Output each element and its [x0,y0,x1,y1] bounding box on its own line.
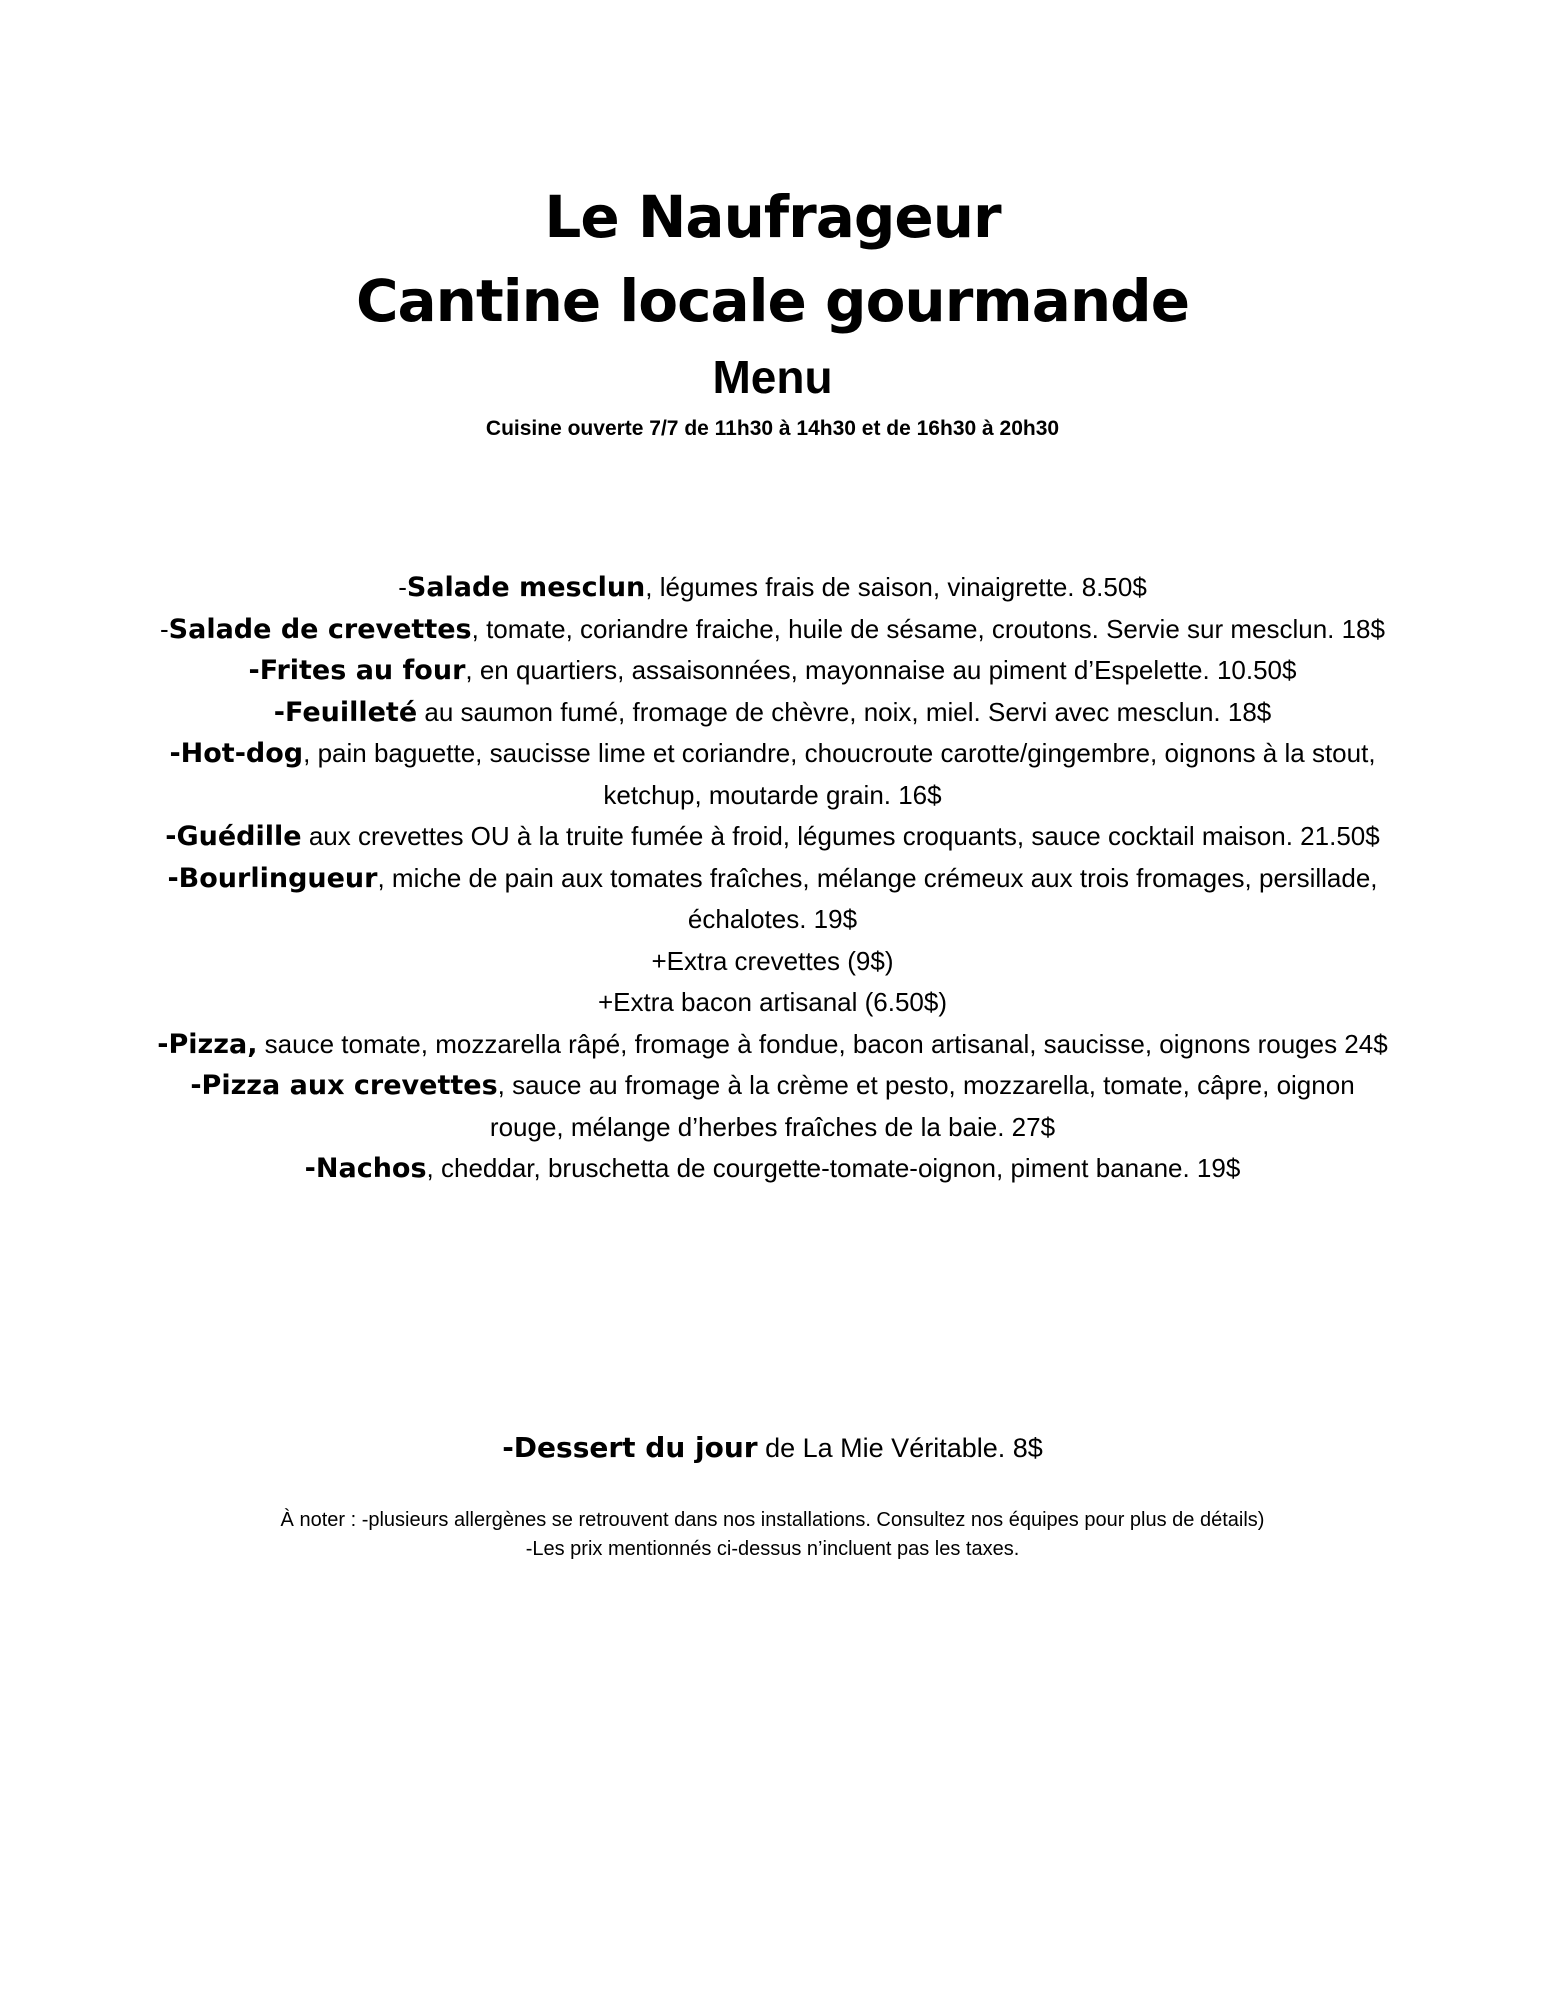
restaurant-tagline: Cantine locale gourmande [355,267,1190,335]
menu-item [150,692,1395,734]
dessert-item [150,1428,1395,1468]
dessert-description: de La Mie Véritable. 8$ [757,1433,1043,1463]
item-name: -Guédille [165,821,302,852]
tax-note: -Les prix mentionnés ci-dessus n’incluent pas les taxes. [525,1538,1020,1560]
menu-extra [150,982,1395,1024]
restaurant-name: Le Naufrageur [544,183,1001,251]
item-name: -Pizza aux crevettes [190,1070,498,1101]
menu-items [150,567,1395,1190]
menu-item [150,609,1395,651]
item-description: sauce tomate, mozzarella râpé, fromage à fondue, bacon artisanal, saucisse, oignons rouges 24$ [257,1028,1388,1059]
item-description: aux crevettes OU à la truite fumée à froid, légumes croquants, sauce cocktail maison. 21.50$ [301,821,1380,851]
item-name: -Nachos [304,1153,427,1184]
item-prefix: - [398,572,407,602]
allergen-note: À noter : -plusieurs allergènes se retrouvent dans nos installations. Consultez nos équipes pour plus de détails) [280,1509,1265,1531]
item-description: , cheddar, bruschetta de courgette-tomate-oignon, piment banane. 19$ [426,1153,1241,1183]
menu-heading: Menu [712,351,833,403]
item-description: +Extra crevettes (9$) [651,945,894,976]
menu-extra [150,941,1395,983]
item-name: -Frites au four [248,655,466,686]
menu-header [0,175,1545,445]
opening-hours: Cuisine ouverte 7/7 de 11h30 à 14h30 et de 16h30 à 20h30 [485,417,1060,440]
menu-item [150,733,1395,816]
menu-notes [150,1506,1395,1564]
menu-item [150,1065,1395,1148]
item-description: , en quartiers, assaisonnées, mayonnaise au piment d’Espelette. 10.50$ [465,655,1297,685]
menu-item [150,1148,1395,1190]
item-description: +Extra bacon artisanal (6.50$) [597,987,948,1017]
item-name: -Hot-dog [169,738,304,769]
item-name: -Feuilleté [273,696,418,728]
item-description: , tomate, coriandre fraiche, huile de sésame, croutons. Servie sur mesclun. 18$ [471,613,1385,644]
item-description: , pain baguette, saucisse lime et coriandre, choucroute carotte/gingembre, oignons à la stout, ketchup, moutarde grain. 16$ [303,738,1376,810]
item-description: , légumes frais de saison, vinaigrette. 8.50$ [645,572,1147,602]
menu-item [150,858,1395,941]
item-description: au saumon fumé, fromage de chèvre, noix, miel. Servi avec mesclun. 18$ [417,696,1272,727]
item-name: Salade de crevettes [168,613,472,645]
item-description: , miche de pain aux tomates fraîches, mélange crémeux aux trois fromages, persillade, échalotes. 19$ [377,862,1378,934]
item-name: Salade mesclun [406,572,646,603]
menu-item [150,650,1395,692]
dessert-name: -Dessert du jour [502,1431,758,1464]
item-name: -Pizza, [157,1028,258,1060]
item-description: , sauce au fromage à la crème et pesto, mozzarella, tomate, câpre, oignon rouge, mélange d’herbes fraîches de la baie. 27$ [489,1070,1355,1142]
menu-item [150,816,1395,858]
menu-item [150,567,1395,609]
item-name: -Bourlingueur [167,862,378,894]
menu-item [150,1024,1395,1066]
item-prefix: - [160,613,169,644]
